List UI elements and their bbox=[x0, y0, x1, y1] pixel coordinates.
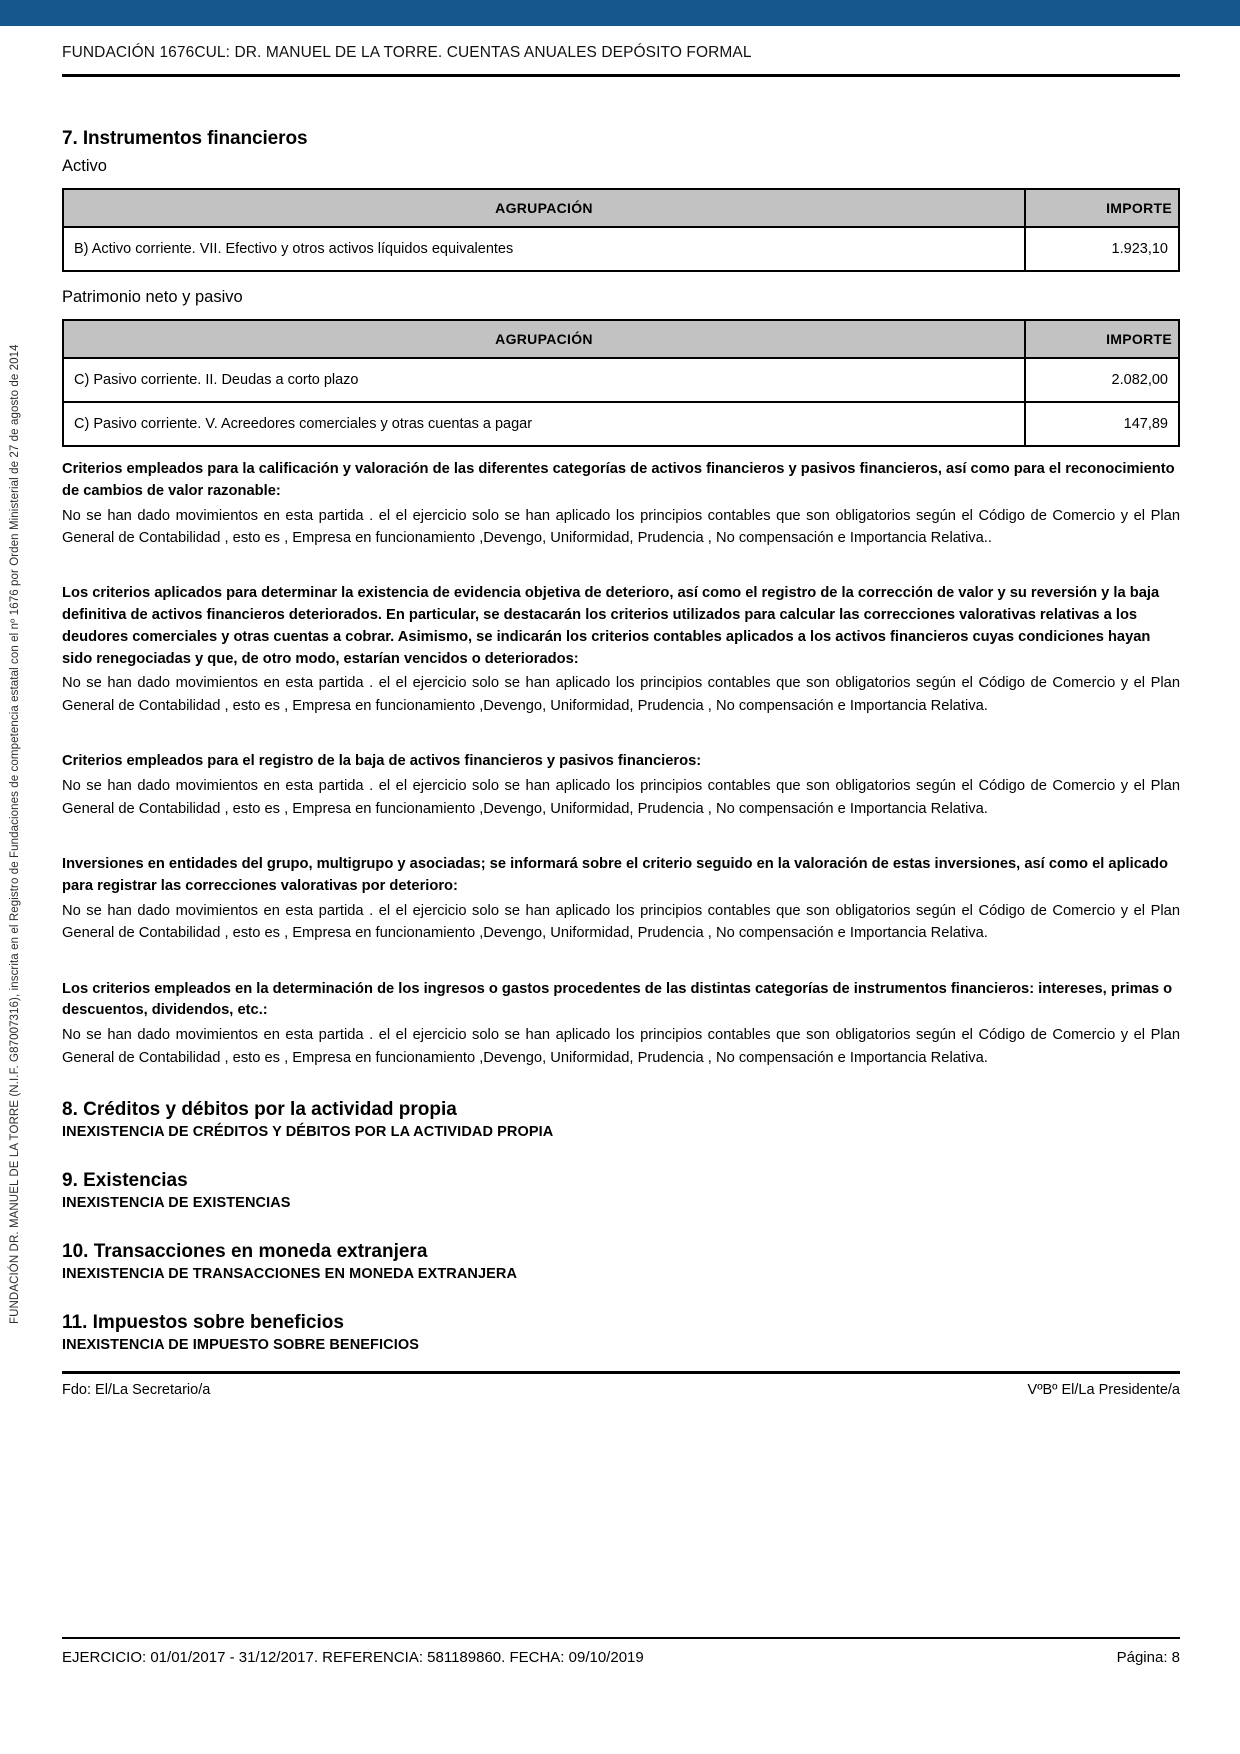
footer-reference: EJERCICIO: 01/01/2017 - 31/12/2017. REFERENCIA: 581189860. FECHA: 09/10/2019 bbox=[62, 1649, 644, 1666]
activo-label: Activo bbox=[62, 157, 107, 175]
section-9 bbox=[62, 1170, 1180, 1211]
table-header-row bbox=[63, 320, 1179, 358]
spacer bbox=[62, 549, 1180, 571]
page-title: FUNDACIÓN 1676CUL: DR. MANUEL DE LA TORRE. CUENTAS ANUALES DEPÓSITO FORMAL bbox=[62, 44, 752, 61]
section-7-heading: 7. Instrumentos financieros bbox=[62, 128, 308, 149]
section-9-heading: 9. Existencias bbox=[62, 1170, 188, 1192]
cell-agrupacion: C) Pasivo corriente. V. Acreedores comerciales y otras cuentas a pagar bbox=[63, 402, 1025, 446]
signature-row bbox=[62, 1382, 1180, 1398]
spacer bbox=[62, 820, 1180, 842]
section-8-heading: 8. Créditos y débitos por la actividad propia bbox=[62, 1099, 457, 1121]
vertical-registry-note bbox=[9, 0, 40, 1754]
main-content bbox=[62, 128, 1180, 1398]
cell-agrupacion: C) Pasivo corriente. II. Deudas a corto plazo bbox=[63, 358, 1025, 402]
activo-table bbox=[62, 188, 1180, 272]
section-8-statement: INEXISTENCIA DE CRÉDITOS Y DÉBITOS POR LA ACTIVIDAD PROPIA bbox=[62, 1124, 554, 1141]
section-10-heading: 10. Transacciones en moneda extranjera bbox=[62, 1241, 428, 1263]
spacer bbox=[62, 717, 1180, 739]
criteria-block-4 bbox=[62, 854, 1180, 944]
table-header-row bbox=[63, 189, 1179, 227]
spacer bbox=[62, 945, 1180, 967]
criteria-block-3 bbox=[62, 751, 1180, 820]
table-row bbox=[63, 358, 1179, 402]
criteria-block-2 bbox=[62, 583, 1180, 717]
top-accent-bar bbox=[0, 0, 1240, 26]
criteria-lead: Los criterios empleados en la determinación de los ingresos o gastos procedentes de las distintas categorías de instrumentos financieros: intereses, primas o descuentos, dividendos, etc.: bbox=[62, 980, 1173, 1019]
criteria-body: No se han dado movimientos en esta partida . el el ejercicio solo se han aplicado los principios contables que son obligatorios según el Código de Comercio y el Plan General de Contabilidad , esto es , Empresa en funcionamiento ,Devengo, Uniformidad, Prudencia , No compensación e Importancia Relativa.. bbox=[62, 507, 1180, 546]
document-header bbox=[62, 44, 1180, 77]
footer-page-number: Página: 8 bbox=[1116, 1649, 1180, 1666]
section-8 bbox=[62, 1099, 1180, 1140]
cell-agrupacion: B) Activo corriente. VII. Efectivo y otros activos líquidos equivalentes bbox=[63, 227, 1025, 271]
column-header-agrupacion: AGRUPACIÓN bbox=[63, 189, 1025, 227]
criteria-block-1 bbox=[62, 459, 1180, 549]
section-9-statement: INEXISTENCIA DE EXISTENCIAS bbox=[62, 1195, 291, 1212]
column-header-importe: IMPORTE bbox=[1025, 189, 1179, 227]
criteria-lead: Criterios empleados para el registro de la baja de activos financieros y pasivos financieros: bbox=[62, 753, 702, 770]
signature-secretary: Fdo: El/La Secretario/a bbox=[62, 1382, 211, 1399]
criteria-body: No se han dado movimientos en esta partida . el el ejercicio solo se han aplicado los principios contables que son obligatorios según el Código de Comercio y el Plan General de Contabilidad , esto es , Empresa en funcionamiento ,Devengo, Uniformidad, Prudencia , No compensación e Importancia Relativa. bbox=[62, 1027, 1180, 1066]
table-row bbox=[63, 402, 1179, 446]
pasivo-label: Patrimonio neto y pasivo bbox=[62, 288, 243, 306]
section-11-statement: INEXISTENCIA DE IMPUESTO SOBRE BENEFICIOS bbox=[62, 1337, 419, 1354]
footer-divider bbox=[62, 1637, 1180, 1639]
footer-row bbox=[62, 1649, 1180, 1666]
table-row bbox=[63, 227, 1179, 271]
criteria-block-5 bbox=[62, 979, 1180, 1069]
vertical-registry-note-text: FUNDACIÓN DR. MANUEL DE LA TORRE (N.I.F. G87007316), inscrita en el Registro de Fundaciones de competencia estatal con el nº 1676 por Orden Ministerial de 27 de agosto de 2014 bbox=[9, 344, 21, 1324]
section-10-statement: INEXISTENCIA DE TRANSACCIONES EN MONEDA EXTRANJERA bbox=[62, 1266, 518, 1283]
criteria-body: No se han dado movimientos en esta partida . el el ejercicio solo se han aplicado los principios contables que son obligatorios según el Código de Comercio y el Plan General de Contabilidad , esto es , Empresa en funcionamiento ,Devengo, Uniformidad, Prudencia , No compensación e Importancia Relativa. bbox=[62, 778, 1180, 817]
header-divider bbox=[62, 74, 1180, 77]
criteria-lead: Criterios empleados para la calificación y valoración de las diferentes categorías de activos financieros y pasivos financieros, así como para el reconocimiento de cambios de valor razonable: bbox=[62, 461, 1175, 499]
page-footer bbox=[62, 1637, 1180, 1666]
column-header-importe: IMPORTE bbox=[1025, 320, 1179, 358]
criteria-lead: Los criterios aplicados para determinar la existencia de evidencia objetiva de deterioro, así como el registro de la corrección de valor y su reversión y la baja definitiva de activos financieros deteriorados. En particular, se destacarán los criterios utilizados para calcular las correcciones valorativas relativas a los deudores comerciales y otras cuentas a cobrar. Asimismo, se indicarán los criterios contables aplicados a los activos financieros cuyas condiciones hayan sido renegociadas y que, de otro modo, estarían vencidos o deteriorados: bbox=[62, 585, 1160, 667]
signature-divider bbox=[62, 1371, 1180, 1374]
section-10 bbox=[62, 1241, 1180, 1282]
column-header-agrupacion: AGRUPACIÓN bbox=[63, 320, 1025, 358]
criteria-body: No se han dado movimientos en esta partida . el el ejercicio solo se han aplicado los principios contables que son obligatorios según el Código de Comercio y el Plan General de Contabilidad , esto es , Empresa en funcionamiento ,Devengo, Uniformidad, Prudencia , No compensación e Importancia Relativa. bbox=[62, 675, 1180, 714]
cell-importe: 2.082,00 bbox=[1025, 358, 1179, 402]
signature-block bbox=[62, 1371, 1180, 1398]
spacer bbox=[62, 272, 1180, 288]
criteria-body: No se han dado movimientos en esta partida . el el ejercicio solo se han aplicado los principios contables que son obligatorios según el Código de Comercio y el Plan General de Contabilidad , esto es , Empresa en funcionamiento ,Devengo, Uniformidad, Prudencia , No compensación e Importancia Relativa. bbox=[62, 902, 1180, 942]
section-11-heading: 11. Impuestos sobre beneficios bbox=[62, 1312, 344, 1334]
cell-importe: 147,89 bbox=[1025, 402, 1179, 446]
pasivo-table bbox=[62, 319, 1180, 447]
signature-president: VºBº El/La Presidente/a bbox=[1027, 1382, 1180, 1399]
criteria-lead: Inversiones en entidades del grupo, multigrupo y asociadas; se informará sobre el criterio seguido en la valoración de estas inversiones, así como el aplicado para registrar las correcciones valorativas por deterioro: bbox=[62, 856, 1168, 894]
section-11 bbox=[62, 1312, 1180, 1353]
cell-importe: 1.923,10 bbox=[1025, 227, 1179, 271]
